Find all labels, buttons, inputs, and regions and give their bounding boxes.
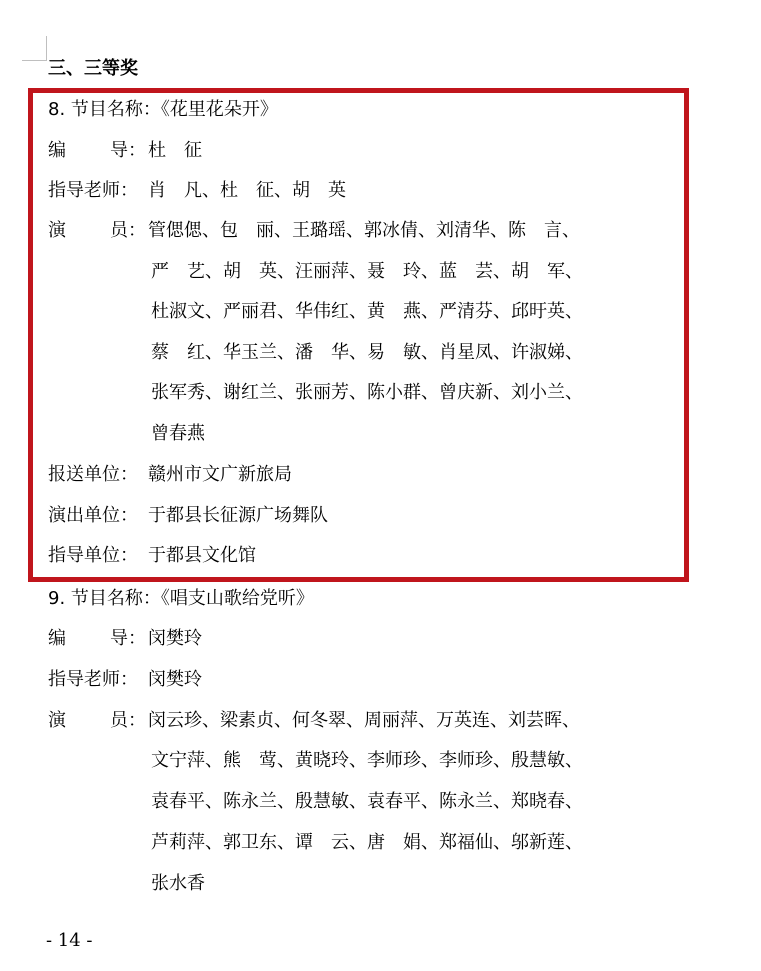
- page-number: - 14 -: [46, 930, 93, 951]
- program9-teachers-row: [48, 665, 202, 695]
- program9-performers-line: 闵云珍、梁素贞、何冬翠、周丽萍、万英连、刘芸晖、: [148, 710, 580, 731]
- program8-performers-line: 管偲偲、包 丽、王璐瑶、郭冰倩、刘清华、陈 言、: [148, 220, 580, 241]
- program8-title: 8. 节目名称：《花里花朵开》: [48, 99, 278, 120]
- program8-teachers-row: [48, 176, 346, 206]
- program8-performers-line: 严 艺、胡 英、汪丽萍、聂 玲、蓝 芸、胡 军、: [151, 261, 583, 282]
- program8-performers-line: 曾春燕: [151, 423, 205, 444]
- program9-teachers: 闵樊玲: [148, 669, 202, 690]
- program9-director: 闵樊玲: [148, 628, 202, 649]
- program8-performers-row: [48, 216, 580, 246]
- guide-unit-label: 指导单位：: [48, 545, 138, 566]
- performers-label: 演 员：: [48, 710, 146, 731]
- section-heading: 三、三等奖: [48, 58, 138, 79]
- program8-perform-unit-row: [48, 501, 328, 531]
- director-label: 编 导：: [48, 140, 146, 161]
- teachers-label: 指导老师：: [48, 180, 138, 201]
- program8-teachers: 肖 凡、杜 征、胡 英: [148, 180, 346, 201]
- program9-performers-line: 芦莉萍、郭卫东、谭 云、唐 娟、郑福仙、邬新莲、: [151, 832, 583, 853]
- teachers-label: 指导老师：: [48, 669, 138, 690]
- perform-unit-label: 演出单位：: [48, 505, 138, 526]
- program9-performers-line: 文宁萍、熊 莺、黄晓玲、李师珍、李师珍、殷慧敏、: [151, 750, 583, 771]
- program8-director: 杜 征: [148, 140, 202, 161]
- performers-label: 演 员：: [48, 220, 146, 241]
- program8-submit-unit: 赣州市文广新旅局: [148, 464, 292, 485]
- program9-performers-line: 袁春平、陈永兰、殷慧敏、袁春平、陈永兰、郑晓春、: [151, 791, 583, 812]
- submit-unit-label: 报送单位：: [48, 464, 138, 485]
- program8-performers-line: 蔡 红、华玉兰、潘 华、易 敏、肖星凤、许淑娣、: [151, 342, 583, 363]
- program8-director-row: [48, 136, 202, 166]
- program9-director-row: [48, 624, 202, 654]
- program8-performers-line: 张军秀、谢红兰、张丽芳、陈小群、曾庆新、刘小兰、: [151, 382, 583, 403]
- program8-perform-unit: 于都县长征源广场舞队: [148, 505, 328, 526]
- program9-performers-line: 张水香: [151, 873, 205, 894]
- program8-submit-unit-row: [48, 460, 292, 490]
- director-label: 编 导：: [48, 628, 146, 649]
- page-corner-mark: [22, 36, 47, 61]
- program8-guide-unit: 于都县文化馆: [148, 545, 256, 566]
- program9-title: 9. 节目名称：《唱支山歌给党听》: [48, 588, 314, 609]
- program8-guide-unit-row: [48, 541, 256, 571]
- program9-performers-row: [48, 706, 580, 736]
- program8-performers-line: 杜淑文、严丽君、华伟红、黄 燕、严清芬、邱旴英、: [151, 301, 583, 322]
